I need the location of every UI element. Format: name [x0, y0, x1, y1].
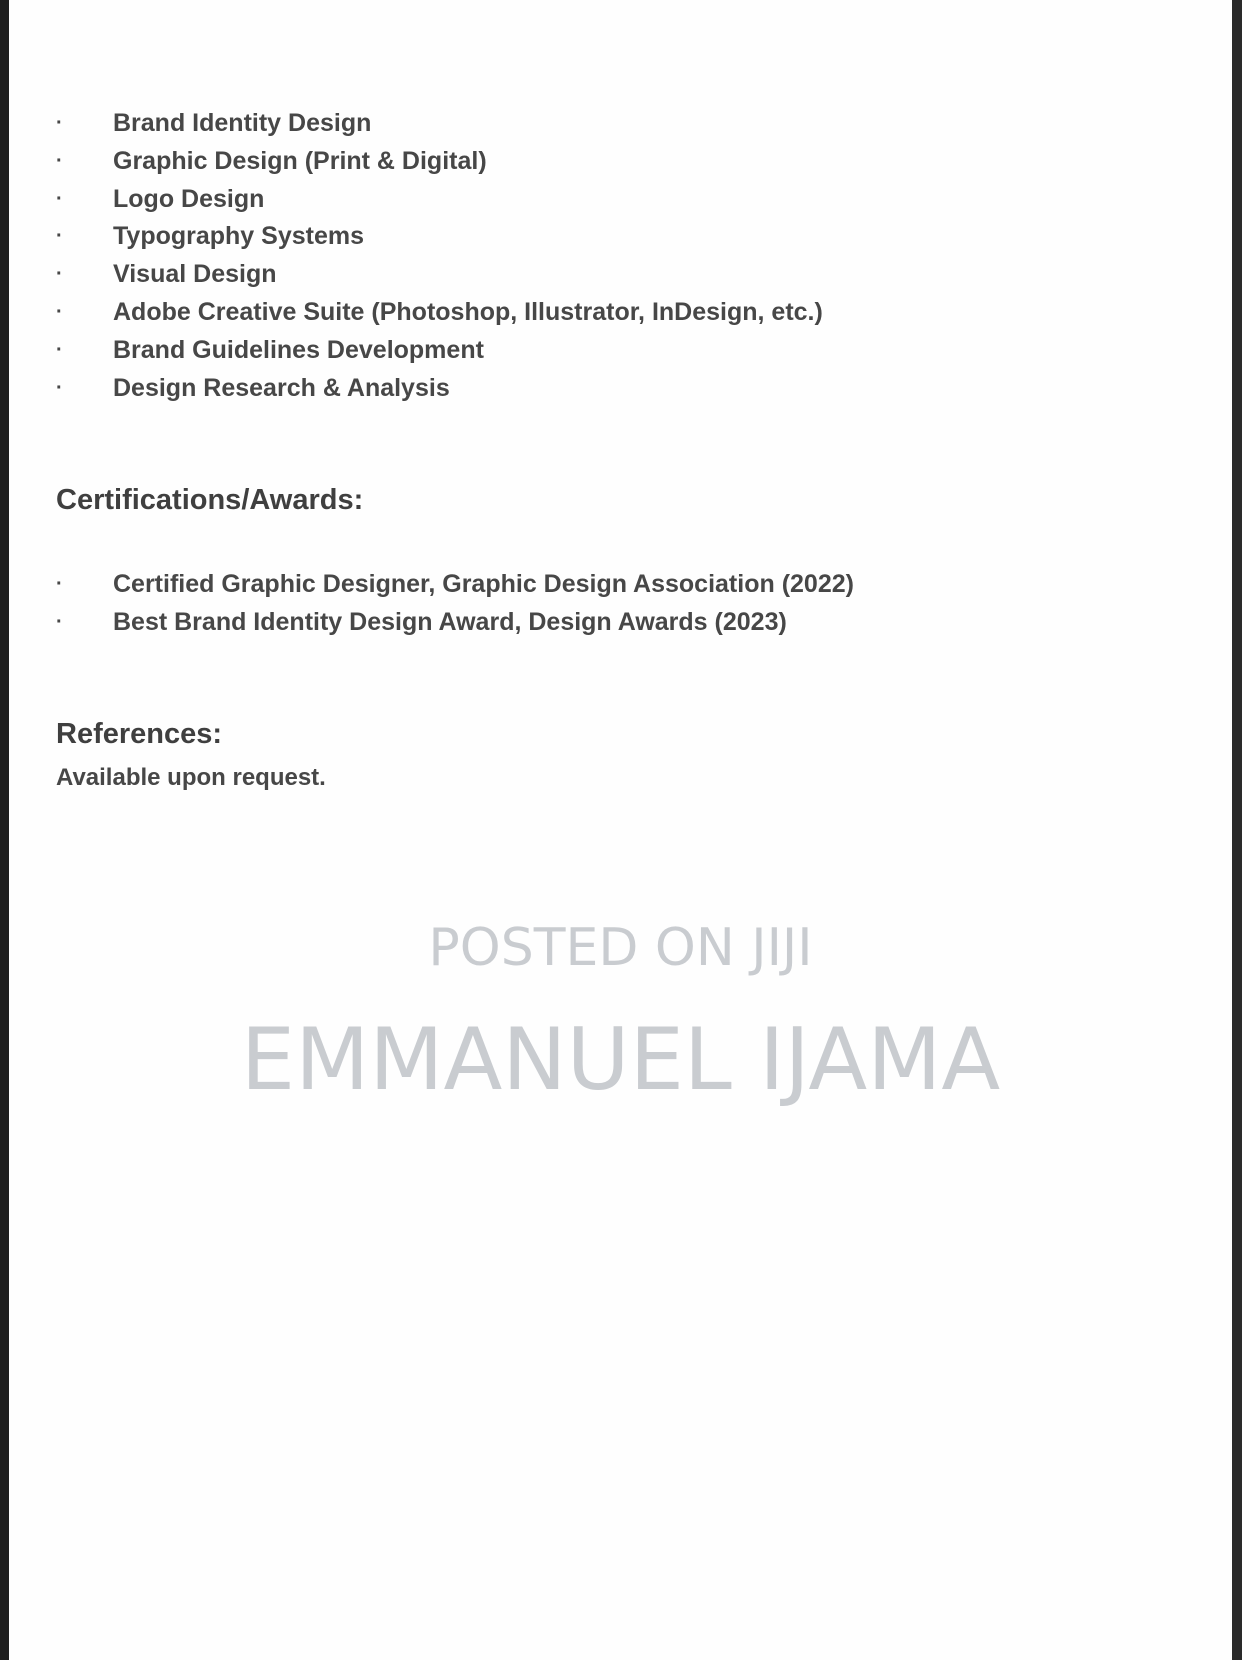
bullet-icon: · — [56, 112, 63, 134]
skill-label: Brand Guidelines Development — [113, 335, 484, 364]
document-page — [9, 0, 1232, 1660]
watermark-posted-on: POSTED ON JIJI — [428, 918, 813, 978]
bullet-icon: · — [56, 338, 63, 361]
bullet-icon: · — [56, 376, 63, 399]
skill-label: Adobe Creative Suite (Photoshop, Illustrator, InDesign, etc.) — [113, 297, 823, 326]
bullet-icon: · — [56, 300, 63, 323]
skill-label: Visual Design — [113, 260, 277, 289]
references-text: Available upon request. — [56, 764, 326, 791]
skill-label: Graphic Design (Print & Digital) — [113, 146, 487, 175]
bullet-icon: · — [56, 225, 63, 248]
bullet-icon: · — [56, 573, 63, 595]
bullet-icon: · — [56, 263, 63, 286]
certification-label: Best Brand Identity Design Award, Design Awards (2023) — [113, 607, 787, 636]
skill-label: Typography Systems — [113, 222, 365, 251]
references-heading: References: — [56, 718, 223, 750]
bullet-icon: · — [56, 187, 63, 210]
bullet-icon: · — [56, 149, 63, 172]
watermark-name: EMMANUEL IJAMA — [240, 1010, 1001, 1110]
certification-label: Certified Graphic Designer, Graphic Design Association (2022) — [113, 570, 854, 598]
certifications-heading: Certifications/Awards: — [56, 484, 364, 516]
skill-label: Design Research & Analysis — [113, 373, 450, 402]
viewer-edge — [1232, 0, 1242, 1660]
skill-label: Brand Identity Design — [113, 109, 372, 137]
skill-label: Logo Design — [113, 184, 265, 213]
bullet-icon: · — [56, 610, 63, 633]
